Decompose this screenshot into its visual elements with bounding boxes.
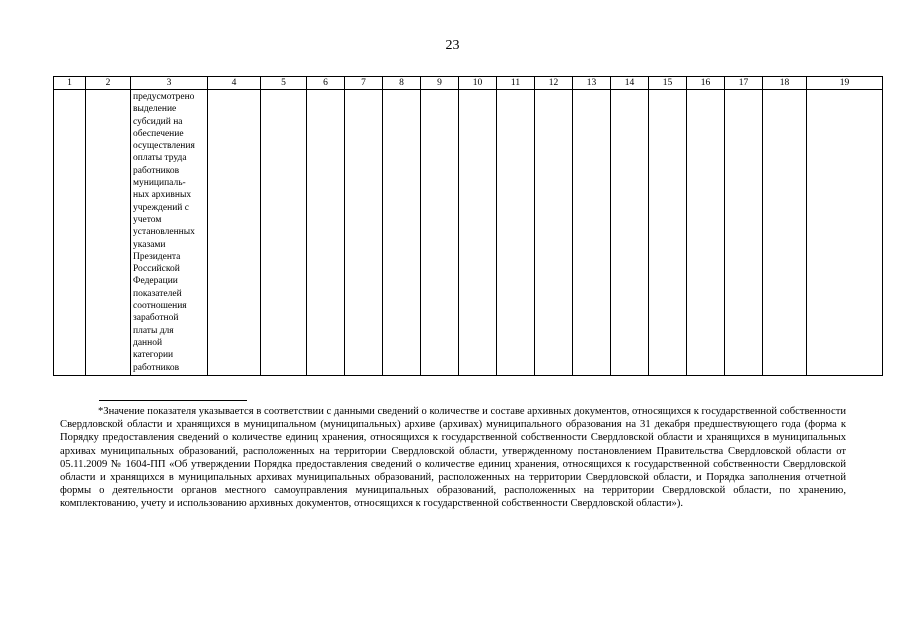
column-header: 19 — [807, 77, 883, 90]
column-header: 16 — [687, 77, 725, 90]
page-number: 23 — [445, 38, 460, 53]
column-header: 13 — [573, 77, 611, 90]
column-header: 12 — [535, 77, 573, 90]
table-cell — [208, 90, 261, 376]
table-cell — [687, 90, 725, 376]
table-cell — [54, 90, 86, 376]
table-cell — [725, 90, 763, 376]
column-header: 17 — [725, 77, 763, 90]
table-cell-description — [131, 90, 208, 376]
column-header: 2 — [86, 77, 131, 90]
column-header: 18 — [763, 77, 807, 90]
table-cell — [573, 90, 611, 376]
column-header: 6 — [307, 77, 345, 90]
table-cell — [763, 90, 807, 376]
table-cell — [611, 90, 649, 376]
column-header: 7 — [345, 77, 383, 90]
table-cell — [421, 90, 459, 376]
column-header: 9 — [421, 77, 459, 90]
table-cell — [261, 90, 307, 376]
column-header: 1 — [54, 77, 86, 90]
table-cell — [535, 90, 573, 376]
table-cell — [649, 90, 687, 376]
column-header: 5 — [261, 77, 307, 90]
column-header: 4 — [208, 77, 261, 90]
table-cell — [86, 90, 131, 376]
table-cell — [345, 90, 383, 376]
column-header: 8 — [383, 77, 421, 90]
table-cell — [497, 90, 535, 376]
table-cell — [459, 90, 497, 376]
table-cell — [307, 90, 345, 376]
column-header: 10 — [459, 77, 497, 90]
footnote-divider — [99, 400, 247, 401]
table-cell — [383, 90, 421, 376]
column-header: 3 — [131, 77, 208, 90]
table-row — [54, 90, 883, 376]
data-table — [53, 76, 883, 376]
column-header: 14 — [611, 77, 649, 90]
column-header: 15 — [649, 77, 687, 90]
column-header: 11 — [497, 77, 535, 90]
table-cell — [807, 90, 883, 376]
table-header-row — [54, 77, 883, 90]
cell-text: предусмотрено выделение субсидий на обеспечение осуществления оплаты труда работников муниципаль- ных архивных учреждений с учетом установленных указами Президента Российской Федерации показателей соотношения заработной платы для данной категории работников — [133, 92, 195, 373]
footnote: *Значение показателя указывается в соответствии с данными сведений о количестве и составе архивных документов, относящихся к государственной собственности Свердловской области и хранящихся в муниципальном (муниципальных) архиве (архивах) муниципального образования на 31 декабря предшествующего года (форма к Порядку предоставления сведений о количестве единиц хранения, относящихся к государственной собственности Свердловской области и хранящихся в муниципальных архивах муниципальных образований, расположенных на территории Свердловской области, утвержденному постановлением Правительства Свердловской области от 05.11.2009 № 1604-ПП «Об утверждении Порядка предоставления сведений о количестве единиц хранения, относящихся к государственной собственности Свердловской области и хранящихся в муниципальных архивах муниципальных образований, расположенных на территории Свердловской области, и Порядка заполнения отчетной формы о деятельности органов местного самоуправления муниципальных образований, расположенных на территории Свердловской области, по хранению, комплектованию, учету и использованию архивных документов, относящихся к государственной собственности Свердловской области»). — [60, 406, 846, 510]
